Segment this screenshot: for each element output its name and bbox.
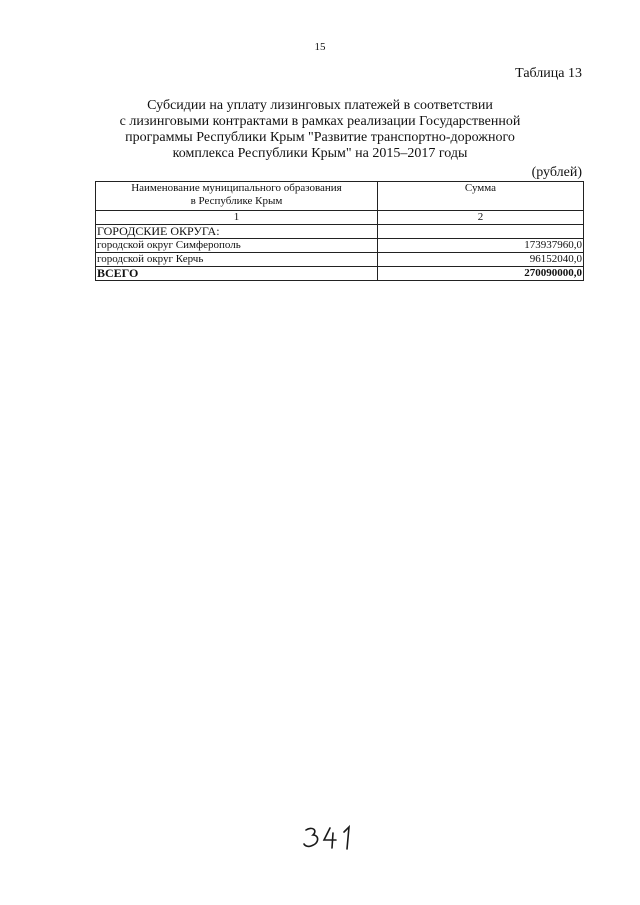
table-label: Таблица 13	[515, 66, 582, 81]
column-number-1: 1	[96, 211, 378, 225]
column-number-2: 2	[377, 211, 583, 225]
row-name: городской округ Симферополь	[96, 239, 378, 253]
section-empty-cell	[377, 225, 583, 239]
table-row	[96, 253, 584, 267]
total-row	[96, 267, 584, 281]
page-number: 15	[314, 41, 326, 53]
section-label: ГОРОДСКИЕ ОКРУГА:	[96, 225, 378, 239]
total-amount: 270090000,0	[377, 267, 583, 281]
row-name: городской округ Керчь	[96, 253, 378, 267]
title-line: с лизинговыми контрактами в рамках реализации Государственной	[119, 114, 521, 129]
title-line: комплекса Республики Крым" на 2015–2017 годы	[172, 146, 468, 161]
table-row	[96, 239, 584, 253]
title-line: программы Республики Крым "Развитие транспортно-дорожного	[125, 130, 515, 145]
table-header-row	[96, 182, 584, 211]
title-line: Субсидии на уплату лизинговых платежей в соответствии	[147, 98, 493, 113]
row-amount: 173937960,0	[377, 239, 583, 253]
header-name-line2: в Республике Крым	[190, 195, 283, 207]
header-sum-cell: Сумма	[377, 182, 583, 211]
section-row	[96, 225, 584, 239]
row-amount: 96152040,0	[377, 253, 583, 267]
document-title	[90, 98, 550, 162]
handwritten-page-mark	[300, 824, 360, 852]
units-label: (рублей)	[531, 165, 582, 180]
subsidy-table	[95, 181, 584, 281]
total-label: ВСЕГО	[96, 267, 378, 281]
header-name-cell	[96, 182, 378, 211]
header-name-line1: Наименование муниципального образования	[131, 182, 342, 194]
column-number-row	[96, 211, 584, 225]
